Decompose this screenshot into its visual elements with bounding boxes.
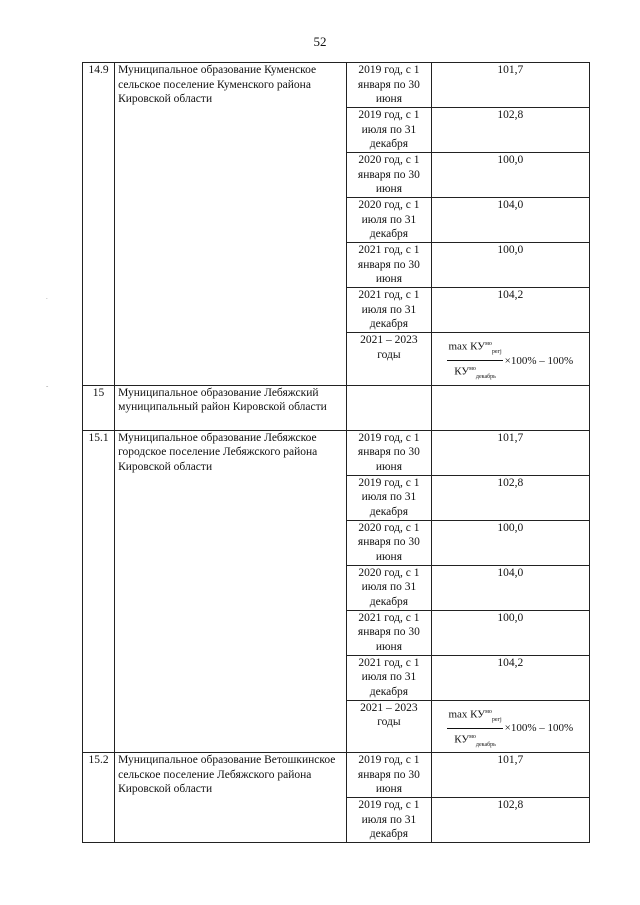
period-cell: 2020 год, с 1 июля по 31 декабря	[347, 565, 432, 610]
period-cell: 2021 год, с 1 июля по 31 декабря	[347, 288, 432, 333]
period-cell: 2019 год, с 1 января по 30 июня	[347, 430, 432, 475]
margin-mark: -	[46, 382, 49, 390]
value-cell: 101,7	[431, 753, 589, 798]
period-cell: 2020 год, с 1 июля по 31 декабря	[347, 198, 432, 243]
value-cell: 102,8	[431, 108, 589, 153]
row-number: 15.1	[83, 430, 115, 753]
period-cell: 2019 год, с 1 января по 30 июня	[347, 753, 432, 798]
municipality-name: Муниципальное образование Ветошкинское сельское поселение Лебяжского района Кировской области	[115, 753, 347, 843]
table-row	[83, 385, 590, 430]
value-cell: 104,0	[431, 198, 589, 243]
page-number: 52	[313, 34, 327, 49]
period-cell	[347, 385, 432, 430]
value-cell: 104,0	[431, 565, 589, 610]
row-number: 14.9	[83, 63, 115, 386]
value-cell: 102,8	[431, 475, 589, 520]
table-row	[83, 753, 590, 798]
period-cell: 2021 – 2023 годы	[347, 333, 432, 386]
period-cell: 2021 – 2023 годы	[347, 700, 432, 753]
period-cell: 2021 год, с 1 января по 30 июня	[347, 610, 432, 655]
table-row	[83, 63, 590, 108]
period-cell: 2019 год, с 1 июля по 31 декабря	[347, 475, 432, 520]
row-number: 15.2	[83, 753, 115, 843]
period-cell: 2019 год, с 1 июля по 31 декабря	[347, 798, 432, 843]
value-cell: 101,7	[431, 430, 589, 475]
value-cell	[431, 385, 589, 430]
margin-mark: .	[46, 293, 48, 301]
table-row	[83, 430, 590, 475]
municipality-name: Муниципальное образование Лебяжский муниципальный район Кировской области	[115, 385, 347, 430]
municipality-name: Муниципальное образование Куменское сельское поселение Куменского района Кировской области	[115, 63, 347, 386]
period-cell: 2020 год, с 1 января по 30 июня	[347, 153, 432, 198]
municipality-name: Муниципальное образование Лебяжское городское поселение Лебяжского района Кировской области	[115, 430, 347, 753]
period-cell: 2021 год, с 1 января по 30 июня	[347, 243, 432, 288]
value-cell: 104,2	[431, 288, 589, 333]
row-number: 15	[83, 385, 115, 430]
value-cell: 101,7	[431, 63, 589, 108]
period-cell: 2019 год, с 1 июля по 31 декабря	[347, 108, 432, 153]
formula-cell	[431, 333, 589, 386]
value-cell: 100,0	[431, 610, 589, 655]
period-cell: 2019 год, с 1 января по 30 июня	[347, 63, 432, 108]
value-cell: 100,0	[431, 243, 589, 288]
period-cell: 2020 год, с 1 января по 30 июня	[347, 520, 432, 565]
value-cell: 102,8	[431, 798, 589, 843]
formula: $\frac{\max КУ^{мо}_{регj}}{КУ^{мо}_{декабрь}}$ ×100% – 100%	[435, 705, 586, 753]
value-cell: 104,2	[431, 655, 589, 700]
period-cell: 2021 год, с 1 июля по 31 декабря	[347, 655, 432, 700]
formula-cell	[431, 700, 589, 753]
value-cell: 100,0	[431, 520, 589, 565]
formula: $\frac{\max КУ^{мо}_{регj}}{КУ^{мо}_{декабрь}}$ ×100% – 100%	[435, 337, 586, 385]
tariff-table	[82, 62, 590, 843]
value-cell: 100,0	[431, 153, 589, 198]
